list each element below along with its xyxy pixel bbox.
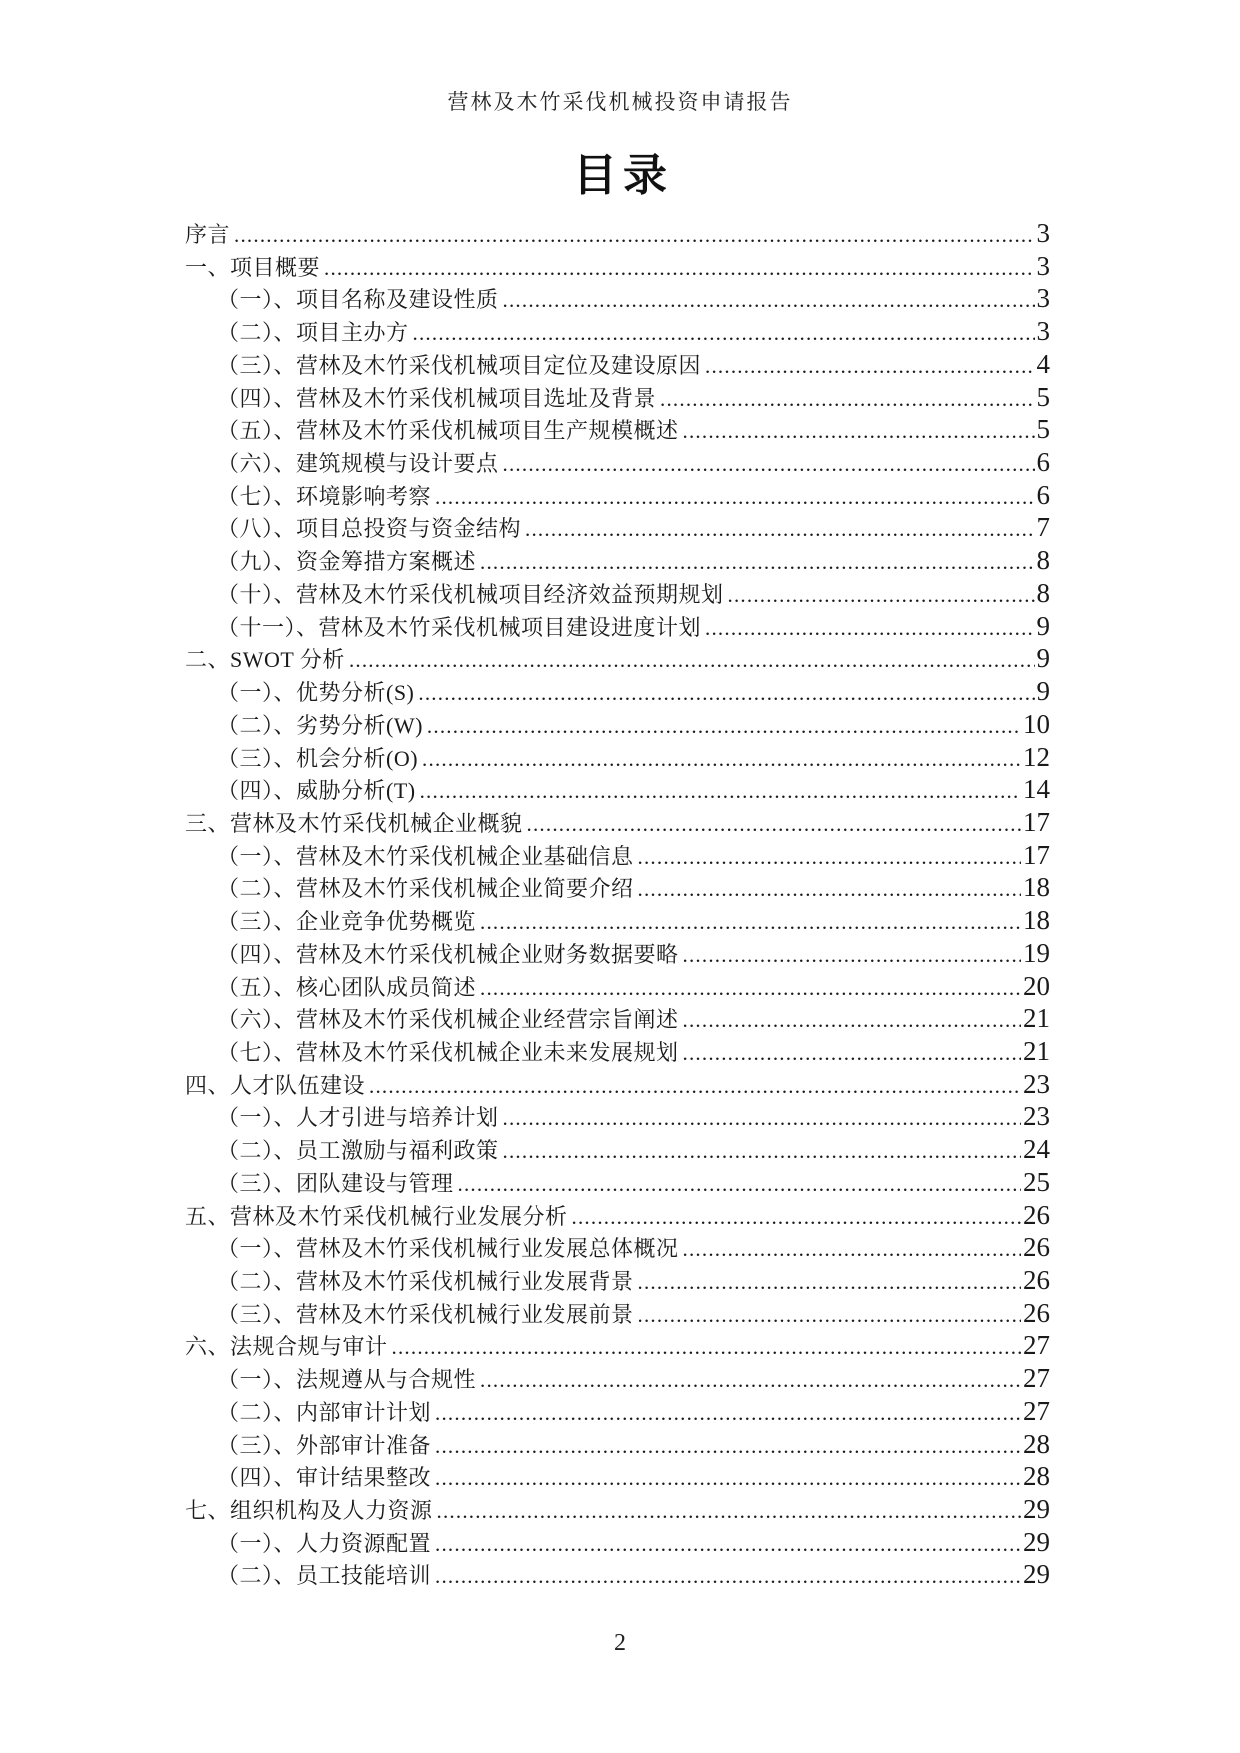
toc-entry-label: （四）、威胁分析(T) [217, 778, 416, 804]
toc-dot-leader [413, 321, 1035, 346]
toc-dot-leader [435, 1564, 1021, 1589]
toc-entry[interactable]: （四）、营林及木竹采伐机械项目选址及背景 ..... 5 [185, 382, 1050, 415]
toc-entry-label: 三、营林及木竹采伐机械企业概貌 [185, 810, 523, 836]
toc-entry[interactable]: （六）、建筑规模与设计要点 ..... 6 [185, 447, 1050, 480]
toc-dot-leader [480, 910, 1021, 935]
toc-dot-leader [572, 1205, 1021, 1230]
toc-dot-leader [683, 1237, 1021, 1262]
toc-entry-label: 序言 [185, 222, 231, 247]
toc-entry-label: （二）、员工激励与福利政策 [217, 1138, 499, 1164]
toc-entry-label: （一）、营林及木竹采伐机械企业基础信息 [217, 843, 634, 869]
toc-dot-leader [234, 223, 1034, 248]
toc-entry[interactable]: （二）、营林及木竹采伐机械行业发展背景 ..... 26 [185, 1265, 1050, 1298]
toc-dot-leader [418, 681, 1034, 706]
toc-entry[interactable]: （八）、项目总投资与资金结构 ..... 7 [185, 512, 1050, 545]
toc-entry[interactable]: 一、项目概要 ..... 3 [185, 251, 1050, 284]
toc-entry-label: （七）、营林及木竹采伐机械企业未来发展规划 [217, 1039, 679, 1065]
toc-entry[interactable]: （一）、人才引进与培养计划 ..... 23 [185, 1101, 1050, 1134]
toc-dot-leader [437, 1499, 1021, 1524]
toc-dot-leader [422, 747, 1021, 772]
toc-entry[interactable]: （一）、人力资源配置 ..... 29 [185, 1527, 1050, 1560]
toc-entry[interactable]: （九）、资金筹措方案概述 ..... 8 [185, 545, 1050, 578]
toc-entry[interactable]: 四、人才队伍建设 ..... 23 [185, 1069, 1050, 1102]
toc-entry-label: （二）、内部审计计划 [217, 1399, 432, 1425]
toc-dot-leader [705, 354, 1034, 379]
toc-dot-leader [525, 517, 1034, 542]
toc-entry[interactable]: （四）、审计结果整改 ..... 28 [185, 1461, 1050, 1494]
toc-dot-leader [435, 485, 1034, 510]
toc-entry-label: （八）、项目总投资与资金结构 [217, 516, 522, 542]
toc-entry[interactable]: （三）、机会分析(O) ..... 12 [185, 742, 1050, 775]
toc-entry-label: （六）、营林及木竹采伐机械企业经营宗旨阐述 [217, 1007, 679, 1033]
toc-dot-leader [349, 648, 1035, 673]
toc-entry[interactable]: （四）、营林及木竹采伐机械企业财务数据要略 ..... 19 [185, 938, 1050, 971]
toc-dot-leader [638, 1270, 1021, 1295]
toc-entry[interactable]: （五）、营林及木竹采伐机械项目生产规模概述 ..... 5 [185, 414, 1050, 447]
toc-entry[interactable]: （三）、团队建设与管理 ..... 25 [185, 1167, 1050, 1200]
toc-dot-leader [480, 1368, 1021, 1393]
toc-entry-label: （一）、项目名称及建设性质 [217, 287, 499, 313]
toc-dot-leader [369, 1074, 1021, 1099]
toc-entry-label: （二）、员工技能培训 [217, 1563, 432, 1589]
toc-dot-leader [503, 288, 1035, 313]
toc-entry[interactable]: （一）、优势分析(S) ..... 9 [185, 676, 1050, 709]
toc-entry[interactable]: （十一）、营林及木竹采伐机械项目建设进度计划 ..... 9 [185, 611, 1050, 644]
toc-entry[interactable]: （三）、企业竞争优势概览 ..... 18 [185, 905, 1050, 938]
toc-entry-label: （六）、建筑规模与设计要点 [217, 451, 499, 477]
footer-page-number: 2 [614, 1630, 626, 1656]
toc-dot-leader [638, 877, 1021, 902]
toc-entry[interactable]: （一）、项目名称及建设性质 ..... 3 [185, 283, 1050, 316]
toc-entry[interactable]: （二）、员工激励与福利政策 ..... 24 [185, 1134, 1050, 1167]
toc-entry-label: （二）、营林及木竹采伐机械企业简要介绍 [217, 876, 634, 902]
table-of-contents [0, 218, 1240, 1592]
toc-entry[interactable]: （七）、环境影响考察 ..... 6 [185, 480, 1050, 513]
toc-entry-label: （一）、法规遵从与合规性 [217, 1367, 477, 1393]
toc-entry[interactable]: 二、SWOT 分析 ..... 9 [185, 643, 1050, 676]
toc-entry[interactable]: 序言 ..... 3 [185, 218, 1050, 251]
toc-entry[interactable]: 六、法规合规与审计 ..... 27 [185, 1330, 1050, 1363]
toc-entry-label: （三）、营林及木竹采伐机械行业发展前景 [217, 1301, 634, 1327]
toc-entry-label: （三）、机会分析(O) [217, 745, 419, 771]
toc-entry-label: （四）、审计结果整改 [217, 1465, 432, 1491]
toc-dot-leader [503, 1139, 1021, 1164]
toc-entry-label: （三）、外部审计准备 [217, 1432, 432, 1458]
toc-entry-label: （四）、营林及木竹采伐机械项目选址及背景 [217, 385, 657, 411]
toc-entry[interactable]: （二）、项目主办方 ..... 3 [185, 316, 1050, 349]
toc-entry-label: （一）、人才引进与培养计划 [217, 1105, 499, 1131]
toc-entry-label: 一、项目概要 [185, 254, 321, 280]
toc-dot-leader [435, 1466, 1021, 1491]
toc-entry[interactable]: （十）、营林及木竹采伐机械项目经济效益预期规划 ..... 8 [185, 578, 1050, 611]
toc-entry-label: （五）、营林及木竹采伐机械项目生产规模概述 [217, 418, 679, 444]
toc-entry[interactable]: （六）、营林及木竹采伐机械企业经营宗旨阐述 ..... 21 [185, 1003, 1050, 1036]
toc-entry-label: （九）、资金筹措方案概述 [217, 549, 477, 575]
toc-dot-leader [683, 1008, 1021, 1033]
toc-dot-leader [480, 976, 1021, 1001]
toc-entry-label: （二）、劣势分析(W) [217, 712, 423, 738]
toc-dot-leader [435, 1401, 1021, 1426]
toc-dot-leader [728, 583, 1035, 608]
toc-entry[interactable]: 三、营林及木竹采伐机械企业概貌 ..... 17 [185, 807, 1050, 840]
toc-entry-label: （一）、优势分析(S) [217, 680, 415, 706]
toc-entry[interactable]: （二）、营林及木竹采伐机械企业简要介绍 ..... 18 [185, 872, 1050, 905]
toc-dot-leader [435, 1532, 1021, 1557]
toc-dot-leader [683, 943, 1021, 968]
toc-dot-leader [705, 616, 1034, 641]
toc-entry-label: （四）、营林及木竹采伐机械企业财务数据要略 [217, 941, 679, 967]
toc-dot-leader [324, 256, 1034, 281]
toc-entry[interactable]: （三）、营林及木竹采伐机械行业发展前景 ..... 26 [185, 1298, 1050, 1331]
toc-entry[interactable]: （三）、营林及木竹采伐机械项目定位及建设原因 ..... 4 [185, 349, 1050, 382]
toc-entry-label: （五）、核心团队成员简述 [217, 974, 477, 1000]
toc-dot-leader [503, 452, 1035, 477]
toc-entry[interactable]: 七、组织机构及人力资源 ..... 29 [185, 1494, 1050, 1527]
toc-entry[interactable]: （三）、外部审计准备 ..... 28 [185, 1429, 1050, 1462]
toc-dot-leader [527, 812, 1021, 837]
toc-dot-leader [503, 1106, 1021, 1131]
toc-entry[interactable]: （四）、威胁分析(T) ..... 14 [185, 774, 1050, 807]
toc-entry[interactable]: （七）、营林及木竹采伐机械企业未来发展规划 ..... 21 [185, 1036, 1050, 1069]
toc-entry[interactable]: （二）、劣势分析(W) ..... 10 [185, 709, 1050, 742]
toc-entry-label: （二）、营林及木竹采伐机械行业发展背景 [217, 1269, 634, 1294]
document-header-title: 营林及木竹采伐机械投资申请报告 [447, 90, 793, 114]
toc-entry-label: （七）、环境影响考察 [217, 483, 432, 509]
toc-dot-leader [683, 419, 1035, 444]
toc-entry-label: （十一）、营林及木竹采伐机械项目建设进度计划 [217, 614, 702, 640]
toc-entry-label: （十）、营林及木竹采伐机械项目经济效益预期规划 [217, 581, 724, 607]
toc-entry[interactable]: （一）、法规遵从与合规性 ..... 27 [185, 1363, 1050, 1396]
toc-entry-label: （三）、团队建设与管理 [217, 1170, 454, 1196]
toc-entry-label: 五、营林及木竹采伐机械行业发展分析 [185, 1203, 568, 1229]
toc-dot-leader [638, 845, 1021, 870]
toc-entry-label: 二、SWOT 分析 [185, 647, 345, 673]
toc-entry[interactable]: （五）、核心团队成员简述 ..... 20 [185, 971, 1050, 1004]
toc-entry[interactable]: （二）、员工技能培训 ..... 29 [185, 1559, 1050, 1592]
toc-dot-leader [427, 714, 1021, 739]
toc-entry-label: 六、法规合规与审计 [185, 1334, 388, 1360]
toc-entry-label: （三）、企业竞争优势概览 [217, 909, 477, 935]
toc-dot-leader [683, 1041, 1021, 1066]
toc-dot-leader [638, 1303, 1021, 1328]
toc-entry-label: 七、组织机构及人力资源 [185, 1498, 433, 1524]
toc-entry-label: 四、人才队伍建设 [185, 1072, 366, 1098]
toc-entry[interactable]: （一）、营林及木竹采伐机械企业基础信息 ..... 17 [185, 840, 1050, 873]
toc-entry-label: （二）、项目主办方 [217, 320, 409, 346]
toc-entry-label: （一）、人力资源配置 [217, 1530, 432, 1556]
page-title: 目录 [573, 151, 673, 200]
toc-entry-label: （三）、营林及木竹采伐机械项目定位及建设原因 [217, 352, 702, 378]
toc-dot-leader [458, 1172, 1021, 1197]
toc-dot-leader [435, 1434, 1021, 1459]
toc-dot-leader [660, 387, 1034, 412]
toc-entry[interactable]: 五、营林及木竹采伐机械行业发展分析 ..... 26 [185, 1200, 1050, 1233]
toc-entry[interactable]: （一）、营林及木竹采伐机械行业发展总体概况 ..... 26 [185, 1232, 1050, 1265]
toc-entry-label: （一）、营林及木竹采伐机械行业发展总体概况 [217, 1236, 679, 1262]
toc-dot-leader [392, 1335, 1021, 1360]
toc-dot-leader [480, 550, 1034, 575]
toc-dot-leader [420, 779, 1021, 804]
toc-entry[interactable]: （二）、内部审计计划 ..... 27 [185, 1396, 1050, 1429]
